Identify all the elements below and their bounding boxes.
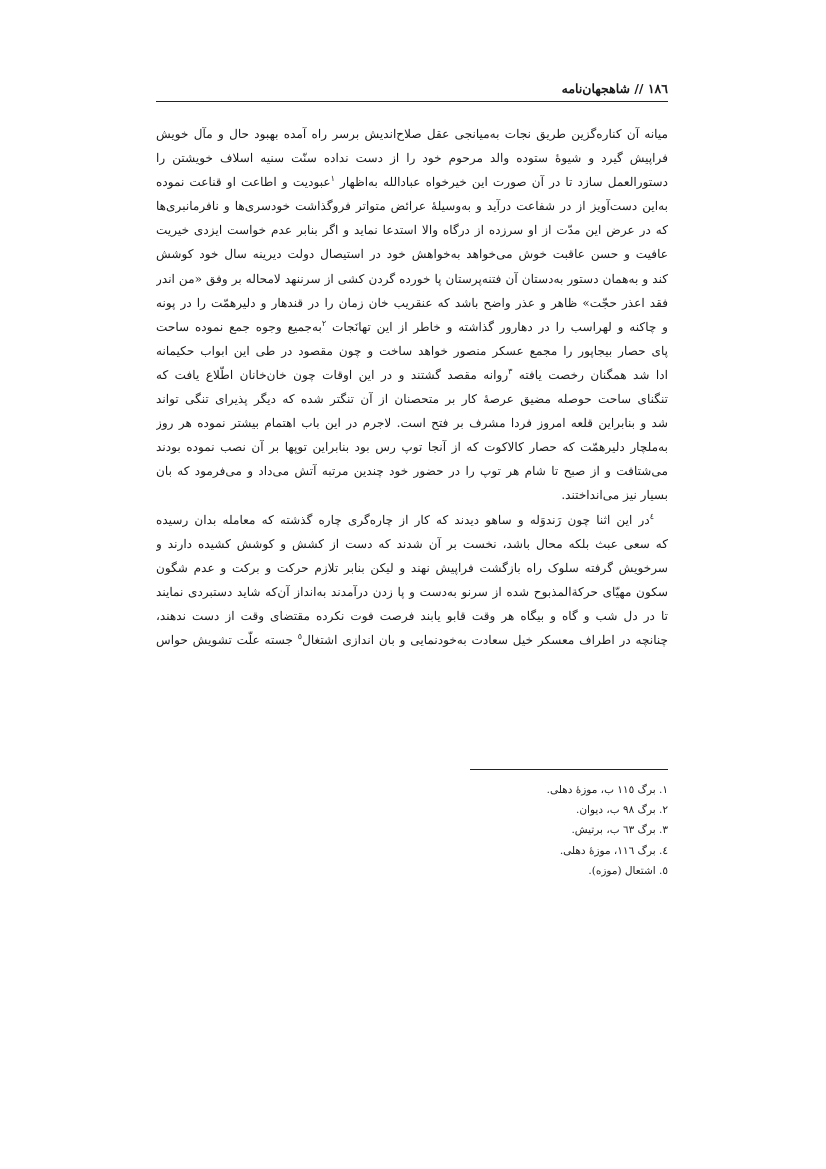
text-line: فقد اعذر حجّت» ظاهر و عذر واضح باشد که عنقریب خان زمان را در قندهار و دلیرهمّت را در پونه — [156, 295, 668, 310]
text-line — [156, 170, 668, 194]
text-line: سکون مهیّای حرکةالمذبوح شده از سرنو به‌دست و پا زدن درآمدند به‌انداز آن‌که شاید دستبردی نمایند — [156, 584, 668, 599]
text-line — [156, 628, 668, 652]
footnote-marker-1: ١ — [330, 174, 335, 184]
text-segment: دستورالعمل سازد تا در آن صورت این خیرخواه عبادالله به‌اظهار — [334, 175, 668, 190]
footnote-item: ٤. برگ ١١٦، موزهٔ دهلی. — [559, 844, 668, 857]
header-rule — [156, 101, 668, 102]
footnote-marker-4: ٤ — [649, 511, 654, 521]
text-line: شد و بنابراین قلعه امروز فردا مشرف بر فتح است. لاجرم در این باب اهتمام بیشتر نموده هر روز — [156, 416, 668, 431]
text-line: به‌این دست‌آویز از در شفاعت درآید و به‌وسیلهٔ عرائض متواتر فروگذاشت خودسری‌ها و نافرمانبری‌ها — [156, 199, 668, 214]
text-segment: عبودیت و اطاعت او قناعت نموده — [156, 175, 331, 190]
text-line: پای حصار بیجاپور را مجمع عسکر منصور خواهد ساخت و چون مقصود در طی این ابواب حکیمانه — [156, 343, 668, 358]
text-line: عافیت و حسن عاقبت خوش می‌خواهد به‌خواهش خود در استیصال دولت دیرینه سال خود کوشش — [156, 247, 668, 262]
text-segment: در این اثنا چون رَندوَله و ساهو دیدند که کار از چاره‌گری چاره گذشته که معامله بدان رسیده — [156, 512, 650, 527]
footnotes — [156, 780, 668, 881]
footnote-marker-3: ٣ — [508, 366, 513, 376]
text-line: میانه آن کناره‌گزین طریق نجات به‌میانجی عقل صلاح‌اندیش برسر راه آمده بهبود حال و مآل خویش — [156, 127, 668, 141]
text-segment: چنانچه در اطراف معسکر خیل سعادت به‌خودنمایی و بان اندازی اشتغال — [302, 632, 668, 647]
text-segment: به‌جمیع وجوه جمع نموده ساحت — [156, 319, 322, 334]
text-line: تنگنای ساحت حوصله مضیق عرصهٔ کار بر متحصنان از آن تنگتر شده که دیگر پذیرای تنگی تواند — [156, 392, 668, 407]
text-line: تا در دل شب و گاه و بیگاه هر وقت قابو یابند فرصت فوت نکرده مقتضای وقت از دست ندهند، — [156, 608, 668, 623]
text-line — [156, 508, 668, 532]
text-line: می‌شتافت و از صبح تا شام هر توپ را در حضور خود چندین مرتبه آتش می‌داد و می‌فرمود که بان — [156, 464, 668, 479]
text-line: سرخویش گرفته سلوک راه بازگشت فراپیش نهند و لیکن بنابر تلازم حرکت و برکت و عدم شگون — [156, 560, 668, 575]
text-line: بسیار نیز می‌انداختند. — [561, 488, 668, 503]
footnote-marker-5: ٥ — [297, 631, 303, 641]
text-segment: و چاکنه و لهراسب را در دهارور گذاشته و خاطر از این تهانَجات — [326, 319, 668, 334]
running-header: ١٨٦ // شاهجهان‌نامه — [561, 81, 668, 96]
footnote-item: ٣. برگ ٦٣ ب، برتیش. — [571, 824, 668, 837]
text-line: که در عرض این مدّت از او سرزده از درگاه والا استدعا نماید و اگر بنابر عدم خواست ایزدی خیریت — [156, 223, 668, 238]
footnote-item: ١. برگ ١١٥ ب، موزهٔ دهلی. — [546, 784, 668, 796]
footnote-rule — [470, 769, 668, 770]
text-line — [156, 363, 668, 387]
footnote-marker-2: ٢ — [321, 318, 327, 328]
text-line: به‌ملچار دلیرهمّت که حصار کالاکوت که از آنجا توپ رس بود بنابراین توپها بر آن نصب نموده بودند — [156, 440, 668, 455]
footnote-item: ٢. برگ ٩٨ ب، دیوان. — [576, 804, 668, 817]
text-segment: ادا شد همگنان رخصت یافته — [512, 367, 668, 382]
text-line: فراپیش گیرد و شیوهٔ ستوده والد مرحوم خود را از دست نداده سنّت سنیه اسلاف خویشتن را — [156, 151, 668, 166]
body-text — [156, 122, 668, 652]
text-segment: روانه مقصد گشتند و در این اوقات چون خان‌خانان اطّلاع یافت که — [156, 367, 509, 382]
text-line — [156, 315, 668, 339]
text-segment: جسته علّت تشویش حواس — [156, 632, 298, 647]
text-line: کند و به‌همان دستور به‌دستان آن فتنه‌پرستان پا خورده گردن کشی از سرننهد لامحاله بر وفق «من اندر — [156, 271, 668, 286]
footnote-item: ٥. اشتعال (موزه). — [588, 864, 668, 877]
text-line: که سعی عبث بلکه محال باشد، نخست بر آن شدند که دست از کشش و کوشش کشیده دارند و — [156, 536, 668, 551]
